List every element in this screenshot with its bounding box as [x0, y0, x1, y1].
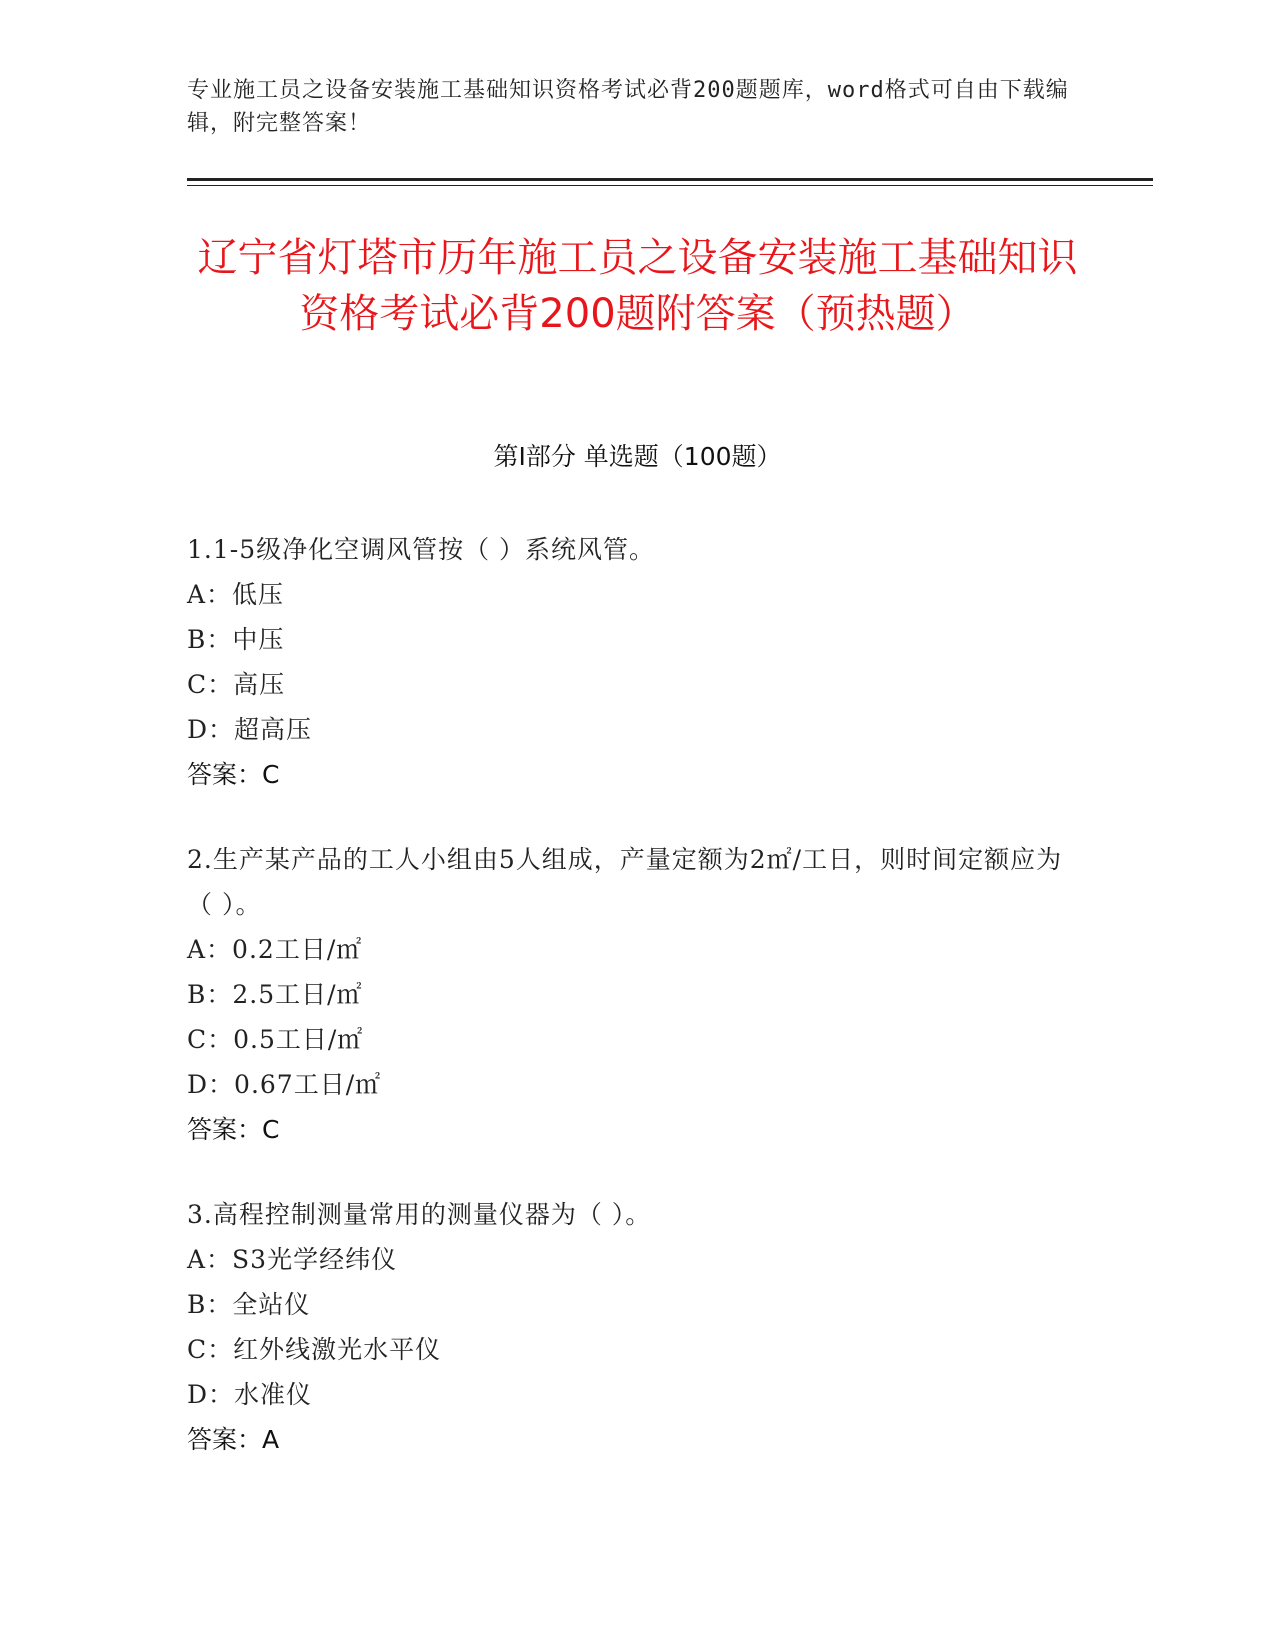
option-a: A：0.2工日/㎡	[187, 935, 363, 964]
document-title: 辽宁省灯塔市历年施工员之设备安装施工基础知识资格考试必背200题附答案（预热题）	[197, 235, 1078, 337]
option-b: B：中压	[187, 625, 285, 654]
option-c: C：红外线激光水平仪	[187, 1335, 442, 1364]
option-d: D：超高压	[187, 715, 313, 744]
question-1	[187, 527, 1087, 797]
question-3	[187, 1192, 1087, 1462]
answer: 答案：C	[187, 760, 280, 789]
option-d: D：水准仪	[187, 1380, 313, 1409]
option-c: C：0.5工日/㎡	[187, 1025, 364, 1054]
question-stem: 2.生产某产品的工人小组由5人组成，产量定额为2㎡/工日，则时间定额应为（ ）。	[187, 845, 1063, 919]
option-c: C：高压	[187, 670, 286, 699]
question-2	[187, 837, 1087, 1152]
option-d: D：0.67工日/㎡	[187, 1070, 382, 1099]
header-note: 专业施工员之设备安装施工基础知识资格考试必背200题题库，word格式可自由下载编辑，附完整答案！	[187, 78, 1069, 136]
option-a: A：低压	[187, 580, 285, 609]
option-b: B：2.5工日/㎡	[187, 980, 363, 1009]
option-a: A：S3光学经纬仪	[187, 1245, 398, 1274]
answer: 答案：C	[187, 1115, 280, 1144]
question-stem: 1.1-5级净化空调风管按（ ）系统风管。	[187, 535, 656, 564]
answer: 答案：A	[187, 1425, 280, 1454]
section-title: 第Ⅰ部分 单选题（100题）	[493, 442, 782, 471]
option-b: B：全站仪	[187, 1290, 311, 1319]
question-stem: 3.高程控制测量常用的测量仪器为（ ）。	[187, 1200, 652, 1229]
question-list	[187, 527, 1087, 1502]
header-divider-thick	[187, 178, 1153, 181]
header-divider-thin	[187, 185, 1153, 186]
